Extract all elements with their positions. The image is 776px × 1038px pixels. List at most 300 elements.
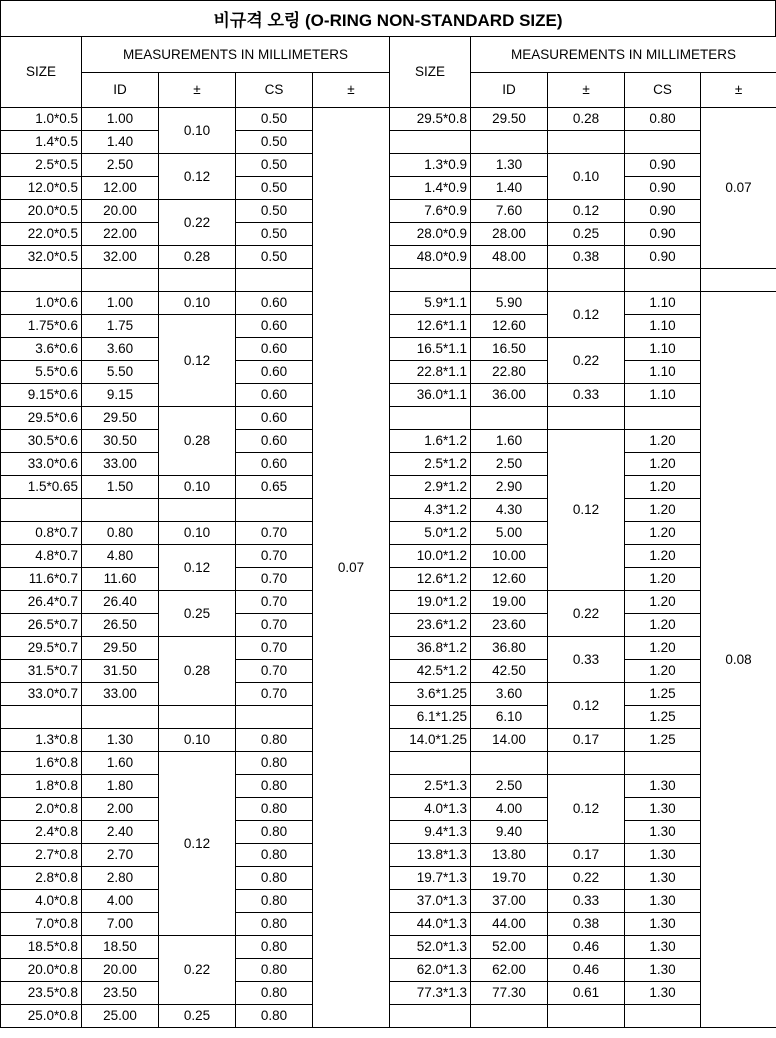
cs-cell: 1.20 — [625, 476, 701, 499]
cs-cell: 1.25 — [625, 683, 701, 706]
size-cell: 16.5*1.1 — [390, 338, 471, 361]
size-cell: 1.4*0.5 — [1, 131, 82, 154]
id-cell: 7.00 — [82, 913, 159, 936]
cs-cell: 1.30 — [625, 890, 701, 913]
cs-tolerance-cell — [701, 269, 776, 292]
id-tolerance-cell: 0.22 — [548, 867, 625, 890]
size-cell: 20.0*0.5 — [1, 200, 82, 223]
size-cell: 62.0*1.3 — [390, 959, 471, 982]
cs-cell: 1.30 — [625, 959, 701, 982]
id-cell: 52.00 — [471, 936, 548, 959]
id-cell: 13.80 — [471, 844, 548, 867]
size-cell: 10.0*1.2 — [390, 545, 471, 568]
id-tolerance-cell: 0.28 — [159, 407, 236, 476]
size-cell: 26.4*0.7 — [1, 591, 82, 614]
right-cs-header: CS — [625, 73, 701, 108]
id-cell — [471, 407, 548, 430]
cs-cell — [625, 131, 701, 154]
id-cell: 19.00 — [471, 591, 548, 614]
size-cell: 22.0*0.5 — [1, 223, 82, 246]
size-cell: 12.6*1.2 — [390, 568, 471, 591]
id-tolerance-cell — [548, 752, 625, 775]
cs-cell: 0.90 — [625, 223, 701, 246]
right-id-header: ID — [471, 73, 548, 108]
cs-cell: 0.80 — [236, 821, 313, 844]
id-tolerance-cell: 0.10 — [159, 108, 236, 154]
cs-cell: 0.50 — [236, 223, 313, 246]
size-cell: 37.0*1.3 — [390, 890, 471, 913]
size-cell: 1.3*0.9 — [390, 154, 471, 177]
id-tolerance-cell: 0.12 — [159, 154, 236, 200]
cs-cell: 1.20 — [625, 453, 701, 476]
cs-cell: 1.20 — [625, 614, 701, 637]
table-body — [1, 108, 776, 1028]
id-cell: 7.60 — [471, 200, 548, 223]
cs-cell: 0.80 — [236, 867, 313, 890]
cs-cell: 1.20 — [625, 591, 701, 614]
id-cell: 26.40 — [82, 591, 159, 614]
cs-cell: 0.90 — [625, 154, 701, 177]
id-cell: 48.00 — [471, 246, 548, 269]
id-cell — [471, 131, 548, 154]
size-cell: 23.6*1.2 — [390, 614, 471, 637]
id-cell: 1.40 — [82, 131, 159, 154]
right-id-tolerance-header: ± — [548, 73, 625, 108]
size-cell: 6.1*1.25 — [390, 706, 471, 729]
id-tolerance-cell: 0.28 — [159, 246, 236, 269]
cs-cell: 1.20 — [625, 499, 701, 522]
id-cell: 25.00 — [82, 1005, 159, 1028]
id-cell: 1.80 — [82, 775, 159, 798]
size-cell: 13.8*1.3 — [390, 844, 471, 867]
size-cell: 2.8*0.8 — [1, 867, 82, 890]
size-cell: 1.4*0.9 — [390, 177, 471, 200]
header-row-top — [1, 37, 776, 73]
cs-cell: 1.10 — [625, 384, 701, 407]
id-cell: 1.50 — [82, 476, 159, 499]
left-size-header: SIZE — [1, 37, 82, 108]
cs-cell: 0.80 — [236, 775, 313, 798]
size-cell: 44.0*1.3 — [390, 913, 471, 936]
cs-cell: 0.70 — [236, 614, 313, 637]
id-tolerance-cell — [548, 407, 625, 430]
id-cell: 62.00 — [471, 959, 548, 982]
id-tolerance-cell — [159, 706, 236, 729]
cs-cell: 1.30 — [625, 982, 701, 1005]
id-cell: 2.00 — [82, 798, 159, 821]
size-cell: 2.5*1.2 — [390, 453, 471, 476]
cs-cell: 1.30 — [625, 913, 701, 936]
id-tolerance-cell: 0.33 — [548, 637, 625, 683]
size-cell: 2.7*0.8 — [1, 844, 82, 867]
cs-tolerance-cell: 0.08 — [701, 292, 776, 1028]
header-row-sub — [1, 73, 776, 108]
id-tolerance-cell: 0.38 — [548, 246, 625, 269]
cs-cell: 0.60 — [236, 430, 313, 453]
cs-cell: 0.50 — [236, 131, 313, 154]
id-cell: 3.60 — [82, 338, 159, 361]
id-tolerance-cell: 0.12 — [159, 545, 236, 591]
cs-cell: 0.80 — [236, 729, 313, 752]
cs-cell: 0.60 — [236, 292, 313, 315]
cs-cell: 0.60 — [236, 338, 313, 361]
size-cell: 30.5*0.6 — [1, 430, 82, 453]
cs-cell: 0.80 — [236, 1005, 313, 1028]
cs-cell: 0.80 — [236, 959, 313, 982]
id-cell: 44.00 — [471, 913, 548, 936]
cs-cell: 0.80 — [236, 890, 313, 913]
id-cell: 14.00 — [471, 729, 548, 752]
size-cell: 9.15*0.6 — [1, 384, 82, 407]
id-cell: 33.00 — [82, 683, 159, 706]
cs-cell: 0.50 — [236, 246, 313, 269]
id-tolerance-cell: 0.61 — [548, 982, 625, 1005]
id-cell: 11.60 — [82, 568, 159, 591]
id-cell — [82, 706, 159, 729]
id-cell: 29.50 — [471, 108, 548, 131]
size-cell: 2.5*0.5 — [1, 154, 82, 177]
left-cs-header: CS — [236, 73, 313, 108]
size-cell: 3.6*0.6 — [1, 338, 82, 361]
size-cell: 5.0*1.2 — [390, 522, 471, 545]
cs-cell: 1.30 — [625, 821, 701, 844]
id-cell: 2.50 — [82, 154, 159, 177]
id-cell: 77.30 — [471, 982, 548, 1005]
size-cell: 28.0*0.9 — [390, 223, 471, 246]
cs-cell: 1.10 — [625, 361, 701, 384]
size-cell: 18.5*0.8 — [1, 936, 82, 959]
id-tolerance-cell: 0.25 — [159, 591, 236, 637]
size-cell — [390, 1005, 471, 1028]
id-tolerance-cell: 0.38 — [548, 913, 625, 936]
size-cell: 31.5*0.7 — [1, 660, 82, 683]
size-cell: 22.8*1.1 — [390, 361, 471, 384]
id-tolerance-cell: 0.22 — [548, 591, 625, 637]
id-tolerance-cell: 0.12 — [159, 315, 236, 407]
id-cell: 4.00 — [82, 890, 159, 913]
id-cell: 32.00 — [82, 246, 159, 269]
id-cell: 12.60 — [471, 315, 548, 338]
id-tolerance-cell: 0.10 — [159, 476, 236, 499]
id-tolerance-cell: 0.12 — [548, 200, 625, 223]
id-cell: 23.60 — [471, 614, 548, 637]
cs-cell — [625, 752, 701, 775]
id-cell — [82, 499, 159, 522]
id-cell — [471, 752, 548, 775]
cs-cell: 1.20 — [625, 522, 701, 545]
size-cell: 29.5*0.8 — [390, 108, 471, 131]
id-cell: 2.40 — [82, 821, 159, 844]
id-tolerance-cell: 0.10 — [159, 522, 236, 545]
cs-cell: 0.70 — [236, 568, 313, 591]
id-tolerance-cell: 0.22 — [159, 200, 236, 246]
cs-cell: 0.70 — [236, 545, 313, 568]
cs-cell: 1.20 — [625, 637, 701, 660]
cs-cell: 0.60 — [236, 361, 313, 384]
id-tolerance-cell: 0.17 — [548, 844, 625, 867]
id-cell: 22.80 — [471, 361, 548, 384]
id-cell: 29.50 — [82, 407, 159, 430]
id-cell: 1.00 — [82, 292, 159, 315]
id-cell: 36.00 — [471, 384, 548, 407]
id-cell: 3.60 — [471, 683, 548, 706]
size-cell: 52.0*1.3 — [390, 936, 471, 959]
size-cell: 4.0*0.8 — [1, 890, 82, 913]
cs-cell: 0.65 — [236, 476, 313, 499]
id-tolerance-cell: 0.12 — [548, 775, 625, 844]
cs-cell: 0.60 — [236, 384, 313, 407]
size-cell: 33.0*0.7 — [1, 683, 82, 706]
cs-cell: 0.90 — [625, 177, 701, 200]
cs-cell: 0.50 — [236, 108, 313, 131]
id-cell: 10.00 — [471, 545, 548, 568]
id-cell: 1.75 — [82, 315, 159, 338]
size-cell: 77.3*1.3 — [390, 982, 471, 1005]
size-cell: 36.0*1.1 — [390, 384, 471, 407]
size-cell: 14.0*1.25 — [390, 729, 471, 752]
cs-tolerance-cell: 0.07 — [701, 108, 776, 269]
cs-cell: 1.30 — [625, 798, 701, 821]
left-cs-tolerance-header: ± — [313, 73, 390, 108]
cs-cell: 1.10 — [625, 338, 701, 361]
size-cell: 25.0*0.8 — [1, 1005, 82, 1028]
size-cell: 20.0*0.8 — [1, 959, 82, 982]
size-cell: 4.8*0.7 — [1, 545, 82, 568]
size-cell — [1, 499, 82, 522]
size-cell: 1.3*0.8 — [1, 729, 82, 752]
cs-cell: 1.20 — [625, 430, 701, 453]
cs-cell: 0.90 — [625, 200, 701, 223]
id-cell: 1.30 — [471, 154, 548, 177]
id-cell: 1.40 — [471, 177, 548, 200]
id-cell: 2.50 — [471, 775, 548, 798]
cs-cell: 1.30 — [625, 936, 701, 959]
cs-cell: 1.10 — [625, 292, 701, 315]
cs-tolerance-cell: 0.07 — [313, 108, 390, 1028]
size-cell: 29.5*0.7 — [1, 637, 82, 660]
cs-cell: 0.50 — [236, 154, 313, 177]
size-cell: 3.6*1.25 — [390, 683, 471, 706]
cs-cell: 0.60 — [236, 407, 313, 430]
id-cell: 22.00 — [82, 223, 159, 246]
id-cell: 1.30 — [82, 729, 159, 752]
id-tolerance-cell: 0.10 — [159, 729, 236, 752]
id-cell: 5.00 — [471, 522, 548, 545]
cs-cell: 0.70 — [236, 683, 313, 706]
id-cell: 16.50 — [471, 338, 548, 361]
size-cell: 7.6*0.9 — [390, 200, 471, 223]
id-tolerance-cell — [159, 499, 236, 522]
size-cell: 48.0*0.9 — [390, 246, 471, 269]
id-cell: 1.00 — [82, 108, 159, 131]
id-tolerance-cell: 0.10 — [159, 292, 236, 315]
right-size-header: SIZE — [390, 37, 471, 108]
cs-cell: 0.80 — [236, 936, 313, 959]
id-tolerance-cell: 0.12 — [548, 430, 625, 591]
id-cell: 0.80 — [82, 522, 159, 545]
id-tolerance-cell: 0.25 — [159, 1005, 236, 1028]
id-cell: 1.60 — [471, 430, 548, 453]
left-id-header: ID — [82, 73, 159, 108]
size-cell: 1.6*1.2 — [390, 430, 471, 453]
size-cell: 19.7*1.3 — [390, 867, 471, 890]
cs-cell: 0.80 — [236, 752, 313, 775]
id-cell: 36.80 — [471, 637, 548, 660]
id-cell: 19.70 — [471, 867, 548, 890]
id-cell: 37.00 — [471, 890, 548, 913]
page-title: 비규격 오링 (O-RING NON-STANDARD SIZE) — [0, 0, 776, 36]
cs-cell: 0.50 — [236, 200, 313, 223]
cs-cell: 1.20 — [625, 660, 701, 683]
cs-cell — [625, 269, 701, 292]
size-cell: 1.5*0.65 — [1, 476, 82, 499]
id-cell: 23.50 — [82, 982, 159, 1005]
id-tolerance-cell: 0.46 — [548, 936, 625, 959]
cs-cell: 0.80 — [236, 982, 313, 1005]
id-tolerance-cell: 0.22 — [159, 936, 236, 1005]
id-cell: 28.00 — [471, 223, 548, 246]
table-row — [1, 108, 776, 131]
size-cell — [390, 407, 471, 430]
id-cell — [471, 269, 548, 292]
id-cell: 42.50 — [471, 660, 548, 683]
cs-cell: 1.20 — [625, 545, 701, 568]
size-cell: 1.0*0.5 — [1, 108, 82, 131]
size-cell: 11.6*0.7 — [1, 568, 82, 591]
size-cell: 2.0*0.8 — [1, 798, 82, 821]
cs-cell — [625, 407, 701, 430]
size-cell: 5.5*0.6 — [1, 361, 82, 384]
id-cell: 30.50 — [82, 430, 159, 453]
size-table — [0, 36, 776, 1028]
left-id-tolerance-header: ± — [159, 73, 236, 108]
id-cell: 2.50 — [471, 453, 548, 476]
cs-cell: 1.25 — [625, 729, 701, 752]
id-cell: 12.60 — [471, 568, 548, 591]
cs-cell: 0.50 — [236, 177, 313, 200]
cs-cell: 0.60 — [236, 315, 313, 338]
id-tolerance-cell — [548, 1005, 625, 1028]
size-cell: 23.5*0.8 — [1, 982, 82, 1005]
id-cell: 12.00 — [82, 177, 159, 200]
id-cell: 1.60 — [82, 752, 159, 775]
size-cell: 12.6*1.1 — [390, 315, 471, 338]
cs-cell: 1.30 — [625, 844, 701, 867]
id-cell: 31.50 — [82, 660, 159, 683]
size-cell: 4.0*1.3 — [390, 798, 471, 821]
id-tolerance-cell: 0.12 — [548, 683, 625, 729]
id-tolerance-cell: 0.17 — [548, 729, 625, 752]
cs-cell — [625, 1005, 701, 1028]
id-tolerance-cell: 0.28 — [159, 637, 236, 706]
id-tolerance-cell — [159, 269, 236, 292]
id-tolerance-cell — [548, 269, 625, 292]
right-measurements-header: MEASUREMENTS IN MILLIMETERS — [471, 37, 776, 73]
id-cell: 4.30 — [471, 499, 548, 522]
cs-cell: 1.25 — [625, 706, 701, 729]
size-cell: 42.5*1.2 — [390, 660, 471, 683]
id-tolerance-cell: 0.33 — [548, 384, 625, 407]
left-measurements-header: MEASUREMENTS IN MILLIMETERS — [82, 37, 390, 73]
cs-cell: 1.30 — [625, 775, 701, 798]
id-cell: 18.50 — [82, 936, 159, 959]
id-cell: 9.40 — [471, 821, 548, 844]
cs-cell: 1.30 — [625, 867, 701, 890]
cs-cell: 0.70 — [236, 522, 313, 545]
size-cell: 7.0*0.8 — [1, 913, 82, 936]
cs-cell: 0.80 — [625, 108, 701, 131]
size-cell: 1.8*0.8 — [1, 775, 82, 798]
cs-cell: 0.80 — [236, 798, 313, 821]
cs-cell — [236, 499, 313, 522]
size-cell — [390, 131, 471, 154]
id-tolerance-cell: 0.33 — [548, 890, 625, 913]
id-cell: 29.50 — [82, 637, 159, 660]
cs-cell: 0.80 — [236, 913, 313, 936]
id-tolerance-cell: 0.22 — [548, 338, 625, 384]
size-cell: 2.5*1.3 — [390, 775, 471, 798]
size-cell — [1, 269, 82, 292]
size-cell: 2.9*1.2 — [390, 476, 471, 499]
size-cell: 32.0*0.5 — [1, 246, 82, 269]
size-cell: 2.4*0.8 — [1, 821, 82, 844]
id-cell — [82, 269, 159, 292]
size-cell: 36.8*1.2 — [390, 637, 471, 660]
id-cell: 4.00 — [471, 798, 548, 821]
cs-cell — [236, 269, 313, 292]
id-tolerance-cell: 0.46 — [548, 959, 625, 982]
id-cell: 5.90 — [471, 292, 548, 315]
id-tolerance-cell: 0.28 — [548, 108, 625, 131]
id-cell: 26.50 — [82, 614, 159, 637]
id-cell: 2.70 — [82, 844, 159, 867]
size-cell: 1.0*0.6 — [1, 292, 82, 315]
id-cell: 33.00 — [82, 453, 159, 476]
id-tolerance-cell: 0.12 — [159, 752, 236, 936]
id-cell: 5.50 — [82, 361, 159, 384]
cs-cell: 0.70 — [236, 660, 313, 683]
cs-cell: 0.60 — [236, 453, 313, 476]
cs-cell: 1.10 — [625, 315, 701, 338]
id-cell: 20.00 — [82, 200, 159, 223]
size-cell — [1, 706, 82, 729]
size-cell: 33.0*0.6 — [1, 453, 82, 476]
size-cell: 5.9*1.1 — [390, 292, 471, 315]
id-tolerance-cell: 0.12 — [548, 292, 625, 338]
id-cell: 9.15 — [82, 384, 159, 407]
size-cell: 0.8*0.7 — [1, 522, 82, 545]
size-cell: 29.5*0.6 — [1, 407, 82, 430]
size-cell: 9.4*1.3 — [390, 821, 471, 844]
id-cell — [471, 1005, 548, 1028]
id-cell: 20.00 — [82, 959, 159, 982]
cs-cell: 0.80 — [236, 844, 313, 867]
id-cell: 6.10 — [471, 706, 548, 729]
id-cell: 2.80 — [82, 867, 159, 890]
cs-cell: 0.70 — [236, 591, 313, 614]
size-cell: 19.0*1.2 — [390, 591, 471, 614]
size-cell: 1.6*0.8 — [1, 752, 82, 775]
size-cell: 26.5*0.7 — [1, 614, 82, 637]
cs-cell: 1.20 — [625, 568, 701, 591]
cs-cell: 0.70 — [236, 637, 313, 660]
id-tolerance-cell: 0.25 — [548, 223, 625, 246]
size-cell: 12.0*0.5 — [1, 177, 82, 200]
id-tolerance-cell: 0.10 — [548, 154, 625, 200]
size-cell: 4.3*1.2 — [390, 499, 471, 522]
id-cell: 4.80 — [82, 545, 159, 568]
size-cell: 1.75*0.6 — [1, 315, 82, 338]
